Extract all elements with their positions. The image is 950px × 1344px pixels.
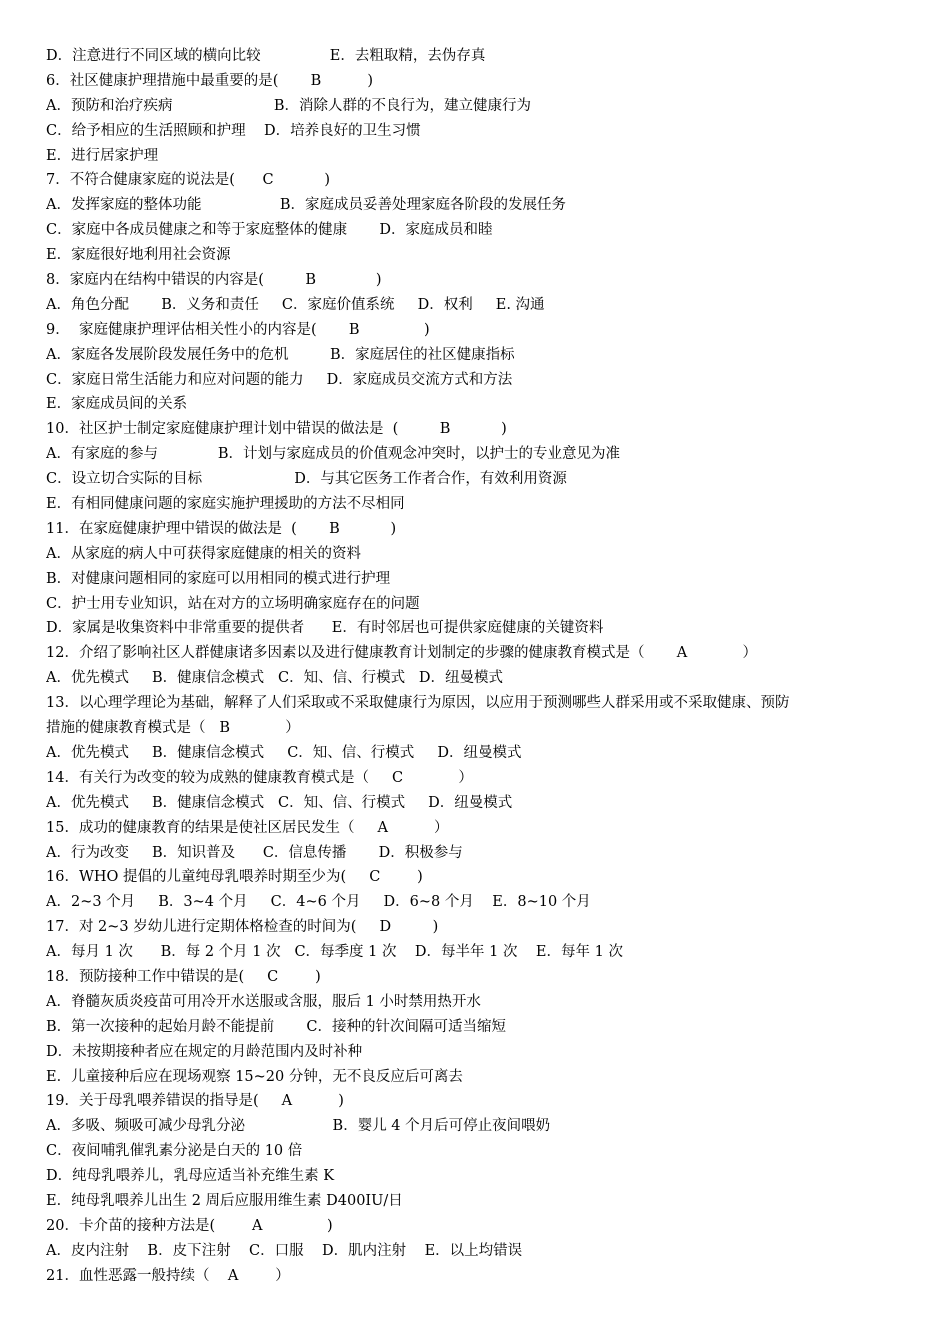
text-line: C．夜间哺乳催乳素分泌是白天的 10 倍 [46, 1143, 303, 1160]
question-8-stem: 8．家庭内在结构中错误的内容是( B ) [46, 272, 382, 289]
text-line: A．多吸、频吸可减少母乳分泌 B．婴儿 4 个月后可停止夜间喂奶 [46, 1118, 551, 1135]
question-11-stem: 11．在家庭健康护理中错误的做法是 ( B ) [46, 520, 397, 537]
text-line: A．优先模式 B．健康信念模式 C．知、信、行模式 D．纽曼模式 [46, 744, 522, 761]
text-line: A．行为改变 B．知识普及 C．信息传播 D．积极参与 [46, 844, 463, 861]
text-line: A．家庭各发展阶段发展任务中的危机 B．家庭居住的社区健康指标 [46, 346, 515, 363]
text-line: A．发挥家庭的整体功能 B．家庭成员妥善处理家庭各阶段的发展任务 [46, 197, 566, 214]
text-line: A．角色分配 B．义务和责任 C．家庭价值系统 D．权利 E. 沟通 [46, 296, 545, 313]
question-6-stem: 6．社区健康护理措施中最重要的是( B ) [46, 72, 374, 89]
text-line: C．给予相应的生活照顾和护理 D．培养良好的卫生习惯 [46, 122, 421, 139]
text-line: E．纯母乳喂养儿出生 2 周后应服用维生素 D400IU/日 [46, 1192, 403, 1209]
text-line: A．脊髓灰质炎疫苗可用冷开水送服或含服，服后 1 小时禁用热开水 [46, 993, 481, 1010]
text-line: D．家属是收集资料中非常重要的提供者 E．有时邻居也可提供家庭健康的关键资料 [46, 620, 604, 637]
text-line: D．注意进行不同区域的横向比较 E．去粗取精，去伪存真 [46, 48, 486, 64]
text-line: E．进行居家护理 [46, 147, 159, 164]
text-line: A．优先模式 B．健康信念模式 C．知、信、行模式 D．纽曼模式 [46, 670, 504, 687]
question-17-stem: 17．对 2~3 岁幼儿进行定期体格检查的时间为( D ) [46, 919, 439, 936]
text-line: C．家庭日常生活能力和应对问题的能力 D．家庭成员交流方式和方法 [46, 371, 513, 388]
question-21-stem: 21．血性恶露一般持续（ A ） [46, 1267, 290, 1284]
text-line: B．对健康问题相同的家庭可以用相同的模式进行护理 [46, 570, 391, 587]
text-line: A．有家庭的参与 B．计划与家庭成员的价值观念冲突时，以护士的专业意见为准 [46, 446, 621, 463]
text-line: A．优先模式 B．健康信念模式 C．知、信、行模式 D．纽曼模式 [46, 794, 513, 811]
text-line: A．从家庭的病人中可获得家庭健康的相关的资料 [46, 545, 361, 562]
text-line: C．护士用专业知识，站在对方的立场明确家庭存在的问题 [46, 595, 420, 612]
text-line: 措施的健康教育模式是（ B ） [46, 720, 300, 737]
text-line: C．设立切合实际的目标 D．与其它医务工作者合作，有效利用资源 [46, 471, 567, 488]
question-14-stem: 14．有关行为改变的较为成熟的健康教育模式是（ C ） [46, 769, 473, 786]
text-line: D．未按期接种者应在规定的月龄范围内及时补种 [46, 1043, 363, 1060]
text-line: E．家庭很好地利用社会资源 [46, 247, 231, 264]
question-19-stem: 19．关于母乳喂养错误的指导是( A ) [46, 1093, 344, 1110]
question-7-stem: 7．不符合健康家庭的说法是( C ) [46, 172, 330, 189]
question-10-stem: 10．社区护士制定家庭健康护理计划中错误的做法是 ( B ) [46, 421, 507, 438]
text-line: A．皮内注射 B．皮下注射 C．口服 D．肌内注射 E．以上均错误 [46, 1242, 523, 1259]
question-13-stem: 13．以心理学理论为基础，解释了人们采取或不采取健康行为原因，以应用于预测哪些人群采用或不采取健康、预防 [46, 695, 790, 712]
text-line: E．有相同健康问题的家庭实施护理援助的方法不尽相同 [46, 496, 405, 513]
question-16-stem: 16．WHO 提倡的儿童纯母乳喂养时期至少为( C ) [46, 869, 423, 886]
text-line: A．每月 1 次 B．每 2 个月 1 次 C．每季度 1 次 D．每半年 1 次 E．每年 1 次 [46, 944, 623, 961]
text-line: A．2~3 个月 B．3~4 个月 C．4~6 个月 D．6~8 个月 E．8~10 个月 [46, 894, 591, 911]
question-12-stem: 12．介绍了影响社区人群健康诸多因素以及进行健康教育计划制定的步骤的健康教育模式是（ A ） [46, 645, 757, 662]
question-18-stem: 18．预防接种工作中错误的是( C ) [46, 968, 321, 985]
text-line: B．第一次接种的起始月龄不能提前 C．接种的针次间隔可适当缩短 [46, 1018, 507, 1035]
question-20-stem: 20．卡介苗的接种方法是( A ) [46, 1217, 333, 1234]
text-line: C．家庭中各成员健康之和等于家庭整体的健康 D．家庭成员和睦 [46, 222, 493, 239]
text-line: D．纯母乳喂养儿，乳母应适当补充维生素 K [46, 1168, 335, 1185]
text-line: A．预防和治疗疾病 B．消除人群的不良行为，建立健康行为 [46, 97, 532, 114]
question-15-stem: 15．成功的健康教育的结果是使社区居民发生（ A ） [46, 819, 449, 836]
text-line: E．儿童接种后应在现场观察 15~20 分钟，无不良反应后可离去 [46, 1068, 463, 1085]
document-page [46, 44, 916, 1289]
text-line: E．家庭成员间的关系 [46, 396, 188, 413]
question-9-stem: 9． 家庭健康护理评估相关性小的内容是( B ) [46, 321, 430, 338]
